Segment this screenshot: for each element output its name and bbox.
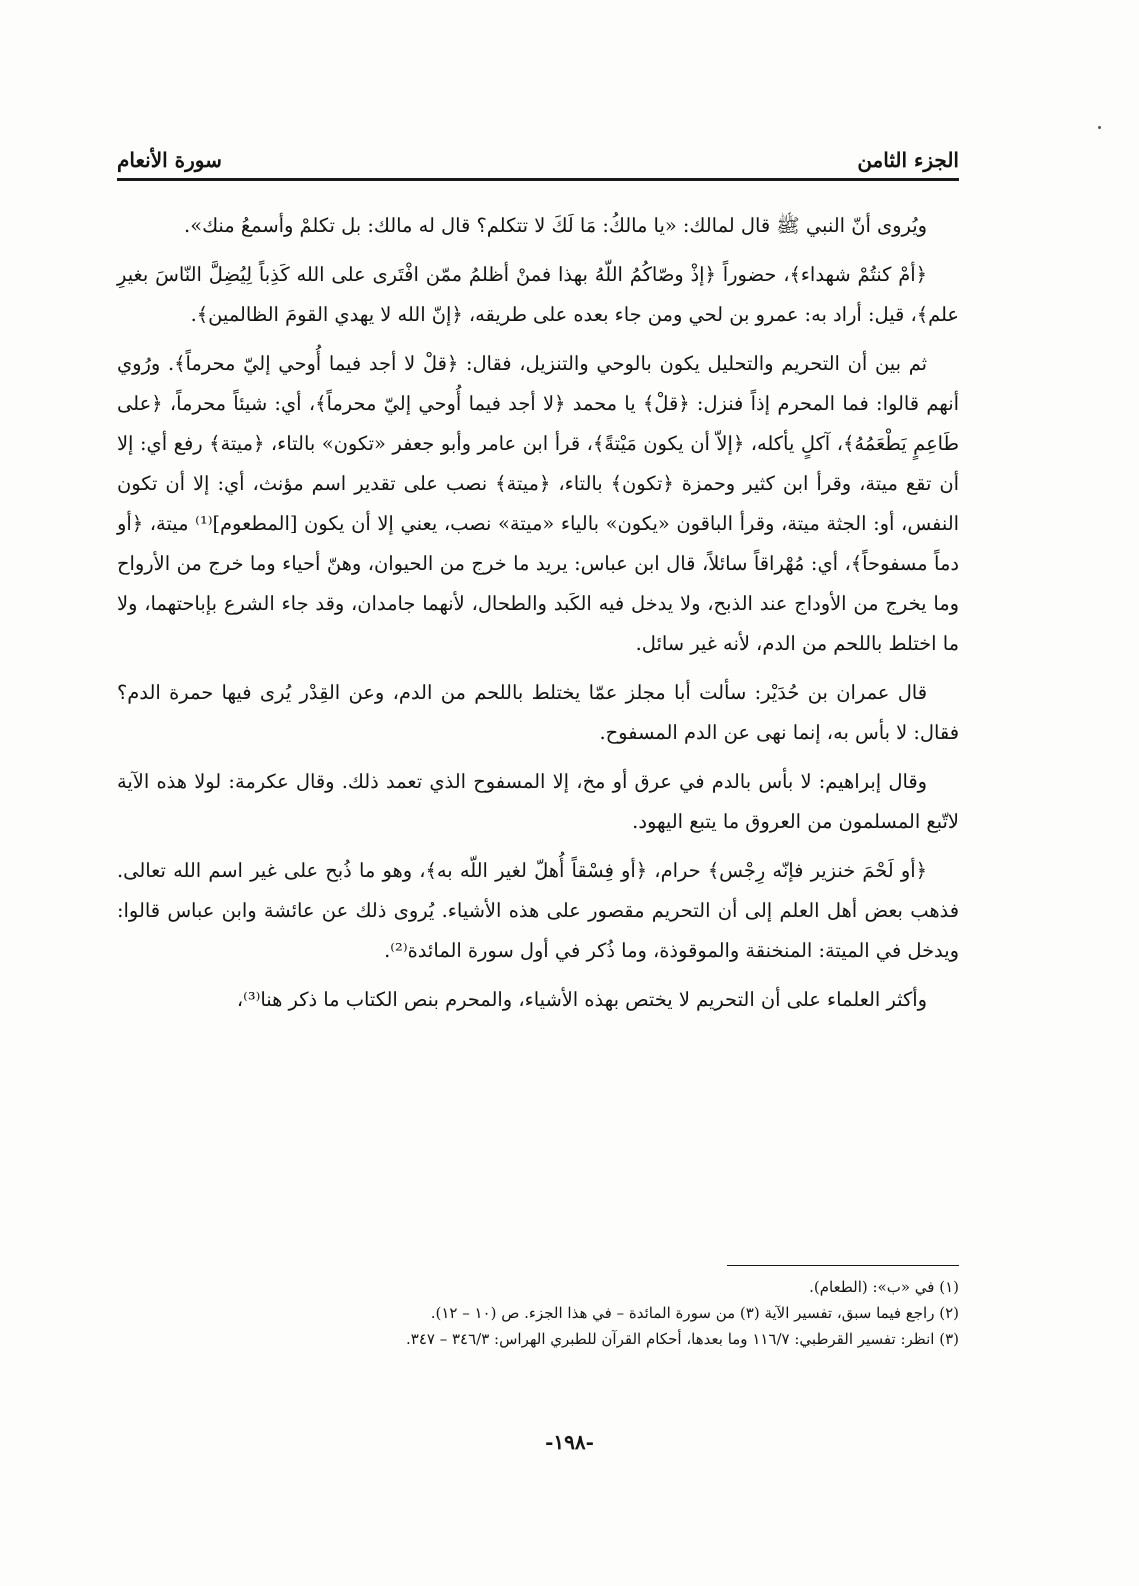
footnote-3: (٣) انظر: تفسير القرطبي: ١١٦/٧ وما بعدها، أحكام القرآن للطبري الهراس: ٣٤٦/٣ – ٣٤٧. (405, 1330, 959, 1348)
paragraph-3: ثم بين أن التحريم والتحليل يكون بالوحي والتنزيل، فقال: ﴿قلْ لا أجد فيما أُوحي إليّ محرماً﴾. ورُوي أنهم قالوا: فما المحرم إذاً فنزل: ﴿قلْ﴾ يا محمد ﴿لا أجد فيما أُوحي إليّ محرماً﴾، أي: شيئاً محرماً، ﴿على طَاعِمٍ يَطْعَمُهُ﴾، آكلٍ يأكله، ﴿إلاّ أن يكون مَيْتةً﴾، قرأ ابن عامر وأبو جعفر «تكون» بالتاء، ﴿ميتة﴾ رفع أي: إلا أن تقع ميتة، وقرأ ابن كثير وحمزة ﴿تكون﴾ بالتاء، ﴿ميتة﴾ نصب على تقدير اسم مؤنث، أي: إلا أن تكون النفس، أو: الجثة ميتة، وقرأ الباقون «يكون» بالياء «ميتة» نصب، يعني إلا أن يكون [المطعوم]⁽¹⁾ ميتة، ﴿أو دماً مسفوحاً﴾، أي: مُهْراقاً سائلاً، قال ابن عباس: يريد ما خرج من الحيوان، وهنّ أحياء وما خرج من الأرواح وما يخرج من الأوداج عند الذبح، ولا يدخل فيه الكَبد والطحال، لأنهما جامدان، وقد جاء الشرع بإباحتهما، ولا ما اختلط باللحم من الدم، لأنه غير سائل. (117, 352, 959, 655)
running-header (117, 128, 959, 172)
footnote-1: (١) في «ب»: (الطعام). (809, 1278, 959, 1296)
header-surah: سورة الأنعام (117, 148, 222, 172)
header-rule (117, 178, 959, 181)
paragraph-6: ﴿أو لَحْمَ خنزير فإنّه رِجْس﴾ حرام، ﴿أو فِسْقاً أُهلّ لغير اللّه به﴾، وهو ما ذُبح على غير اسم الله تعالى. فذهب بعض أهل العلم إلى أن التحريم مقصور على هذه الأشياء. يُروى ذلك عن عائشة وابن عباس قالوا: ويدخل في الميتة: المنخنقة والموقوذة، وما ذُكر في أول سورة المائدة⁽²⁾. (117, 859, 959, 962)
paragraph-2: ﴿أمْ كنتُمْ شهداء﴾، حضوراً ﴿إذْ وصّاكُمُ اللّهُ بهذا فمنْ أظلمُ ممّن افْتَرى على الله كَذِباً لِيُضِلَّ النّاسَ بغيرِ علم﴾، قيل: أراد به: عمرو بن لحي ومن جاء بعده على طريقه، ﴿إنّ الله لا يهدي القومَ الظالمين﴾. (117, 263, 959, 326)
paragraph-4: قال عمران بن حُدَيْر: سألت أبا مجلز عمّا يختلط باللحم من الدم، وعن القِدْر يُرى فيها حمرة الدم؟ فقال: لا بأس به، إنما نهى عن الدم المسفوح. (117, 681, 959, 744)
footnotes (117, 1274, 959, 1352)
footnote-2: (٢) راجع فيما سبق، تفسير الآية (٣) من سورة المائدة – في هذا الجزء. ص (١٠ – ١٢). (430, 1304, 959, 1322)
page-number: -١٩٨- (545, 1430, 594, 1454)
scan-speck (1098, 126, 1101, 129)
header-volume: الجزء الثامن (857, 148, 959, 172)
paragraph-7: وأكثر العلماء على أن التحريم لا يختص بهذه الأشياء، والمحرم بنص الكتاب ما ذكر هنا⁽³⁾، (236, 988, 927, 1011)
main-text (117, 206, 959, 1029)
paragraph-1: ويُروى أنّ النبي ﷺ قال لمالك: «يا مالكُ: مَا لَكَ لا تتكلم؟ قال له مالك: بل تكلمْ وأسمعُ منك». (184, 214, 927, 237)
footnote-rule (727, 1265, 959, 1266)
paragraph-5: وقال إبراهيم: لا بأس بالدم في عرق أو مخ، إلا المسفوح الذي تعمد ذلك. وقال عكرمة: لولا هذه الآية لاتّبع المسلمون من العروق ما يتبع اليهود. (117, 770, 959, 833)
